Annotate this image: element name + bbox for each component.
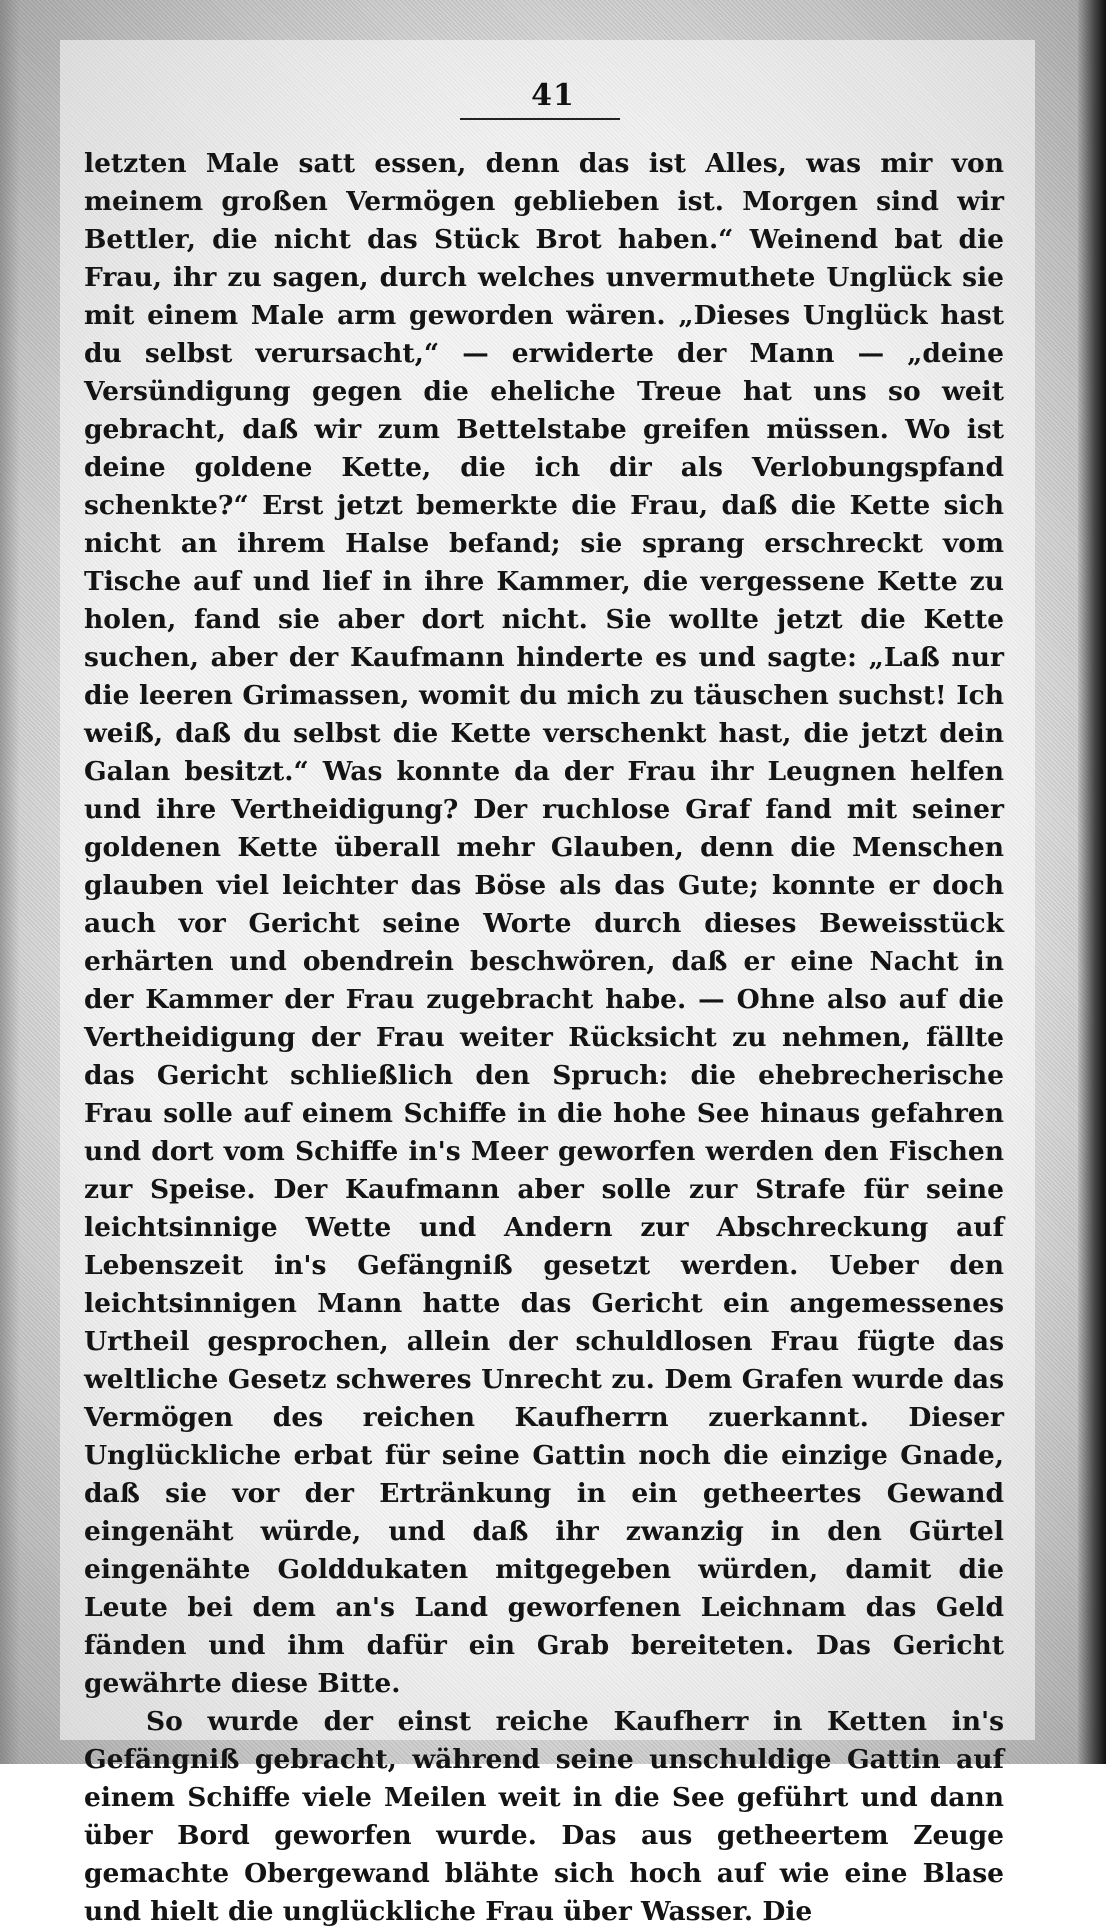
paragraph-2: So wurde der einst reiche Kaufherr in Ketten in's Gefängniß gebracht, während seine unschuldige Gattin auf einem Schiffe viele Meilen weit in die See geführt und dann über Bord geworfen wurde. Das aus getheertem Zeuge gemachte Obergewand blähte sich hoch auf wie eine Blase und hielt die unglückliche Frau über Wasser. Die (84, 1706, 1004, 1927)
paragraph-1: letzten Male satt essen, denn das ist Alles, was mir von meinem großen Vermögen geblieben ist. Morgen sind wir Bettler, die nicht das Stück Brot haben.“ Weinend bat die Frau, ihr zu sagen, durch welches unvermuthete Unglück sie mit einem Male arm geworden wären. „Dieses Unglück hast du selbst verursacht,“ — erwiderte der Mann — „deine Versündigung gegen die eheliche Treue hat uns so weit gebracht, daß wir zum Bettelstabe greifen müssen. Wo ist deine goldene Kette, die ich dir als Verlobungspfand schenkte?“ Erst jetzt bemerkte die Frau, daß die Kette sich nicht an ihrem Halse befand; sie sprang erschreckt vom Tische auf und lief in ihre Kammer, die vergessene Kette zu holen, fand sie aber dort nicht. Sie wollte jetzt die Kette suchen, aber der Kaufmann hinderte es und sagte: „Laß nur die leeren Grimassen, womit du mich zu täuschen suchst! Ich weiß, daß du selbst die Kette verschenkt hast, die jetzt dein Galan besitzt.“ Was konnte da der Frau ihr Leugnen helfen und ihre Vertheidigung? Der ruchlose Graf fand mit seiner goldenen Kette überall mehr Glauben, denn die Menschen glauben viel leichter das Böse als das Gute; konnte er doch auch vor Gericht seine Worte durch dieses Beweisstück erhärten und obendrein beschwören, daß er eine Nacht in der Kammer der Frau zugebracht habe. — Ohne also auf die Vertheidigung der Frau weiter Rücksicht zu nehmen, fällte das Gericht schließlich den Spruch: die ehebrecherische Frau solle auf einem Schiffe in die hohe See hinaus gefahren und dort vom Schiffe in's Meer geworfen werden den Fischen zur Speise. Der Kaufmann aber solle zur Strafe für seine leichtsinnige Wette und Andern zur Abschreckung auf Lebenszeit in's Gefängniß gesetzt werden. Ueber den leichtsinnigen Mann hatte das Gericht ein angemessenes Urtheil gesprochen, allein der schuldlosen Frau fügte das weltliche Gesetz schweres Unrecht zu. Dem Grafen wurde das Vermögen des reichen Kaufherrn zuerkannt. Dieser Unglückliche erbat für seine Gattin noch die einzige Gnade, daß sie vor der Ertränkung in ein getheertes Gewand eingenäht würde, und daß ihr zwanzig in den Gürtel eingenähte Golddukaten mitgegeben würden, damit die Leute bei dem an's Land geworfenen Leichnam das Geld fänden und ihm dafür ein Grab bereiteten. Das Gericht gewährte diese Bitte. (84, 148, 1004, 1699)
page-number-rule (460, 118, 620, 120)
page-number: 41 (531, 78, 575, 113)
left-margin-shadow (0, 0, 20, 1764)
body-text (84, 145, 1004, 1931)
right-edge-shadow (1078, 0, 1106, 1764)
